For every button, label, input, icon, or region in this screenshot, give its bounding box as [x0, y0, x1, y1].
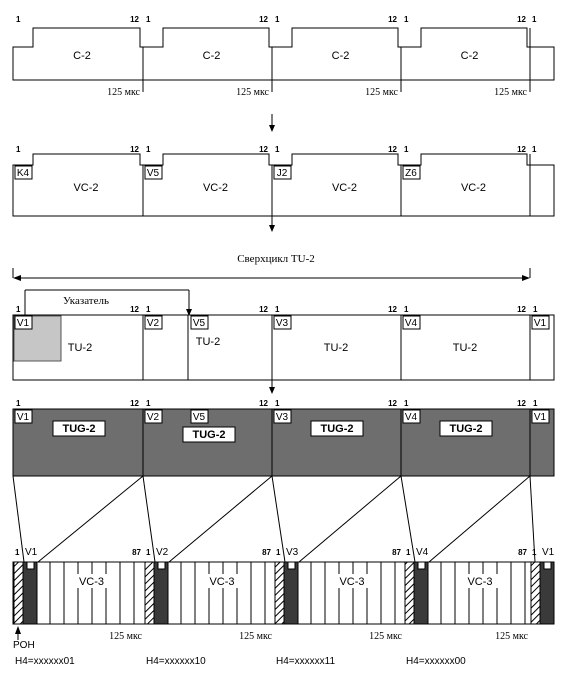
vc3-pointer-marker: [418, 562, 425, 569]
tug2-start-number: 1: [275, 399, 280, 408]
vc3-period-label: 125 мкс: [495, 631, 528, 642]
tug2-start-number: 1: [404, 399, 409, 408]
multiframe-label: Сверхцикл TU-2: [237, 253, 315, 265]
c2-end-number: 12: [130, 15, 139, 24]
tug2-label: TUG-2: [320, 423, 354, 435]
expansion-line: [38, 476, 143, 562]
tu2-pointer-v1: V1: [533, 318, 547, 329]
vc3-end-number: 87: [132, 548, 141, 557]
vc3-pointer-column: [284, 562, 298, 624]
tu2-pointer-v4: V4: [404, 318, 418, 329]
c2-start-number: 1: [404, 15, 409, 24]
tu2-end-number: 12: [388, 305, 397, 314]
tug2-start-number: 1: [533, 399, 538, 408]
c2-label: C-2: [331, 50, 350, 62]
vc2-label: VC-2: [202, 182, 229, 194]
vc3-end-number: 87: [518, 548, 527, 557]
c2-end-number: 12: [388, 15, 397, 24]
pointer-label: Указатель: [62, 295, 110, 307]
tu2-start-number: 1: [533, 305, 538, 314]
tug2-pointer-v4: V4: [404, 412, 418, 423]
vc3-end-number: 87: [392, 548, 401, 557]
tu2-start-number: 1: [404, 305, 409, 314]
c2-end-number: 12: [517, 15, 526, 24]
vc3-pointer-v3: V3: [286, 547, 299, 558]
vc2-overhead-k4: K4: [16, 168, 30, 179]
vc3-period-label: 125 мкс: [109, 631, 142, 642]
tug2-pointer-v1: V1: [16, 412, 30, 423]
vc3-pointer-v1: V1: [542, 547, 555, 558]
c2-end-number: 12: [259, 15, 268, 24]
down-arrow-2-head: [269, 225, 275, 232]
tu2-start-number: 1: [275, 305, 280, 314]
c2-start-number: 1: [146, 15, 151, 24]
c2-label: C-2: [73, 50, 91, 62]
vc3-pointer-marker: [27, 562, 34, 569]
tu2-pointer-v2: V2: [146, 318, 160, 329]
tug2-pointer-v2: V2: [146, 412, 160, 423]
vc2-start-number: 1: [275, 145, 280, 154]
vc3-poh-column: [531, 562, 540, 624]
down-arrow-1-head: [269, 125, 275, 132]
vc2-start-number: 1: [404, 145, 409, 154]
c2-period-label: 125 мкс: [236, 87, 269, 98]
vc2-overhead-j2: J2: [276, 168, 288, 179]
vc3-poh-column: [14, 562, 23, 624]
tu2-label: TU-2: [67, 342, 93, 354]
vc2-overhead-v5: V5: [146, 168, 160, 179]
vc2-start-number: 1: [532, 145, 537, 154]
vc3-period-label: 125 мкс: [239, 631, 272, 642]
tug2-label: TUG-2: [62, 423, 96, 435]
h4-value: H4=xxxxxx10: [146, 656, 206, 667]
vc3-label: VC-3: [467, 576, 493, 588]
expansion-line: [299, 476, 401, 562]
vc3-start-number: 1: [406, 548, 411, 557]
vc3-pointer-v2: V2: [156, 547, 169, 558]
tu2-label: TU-2: [195, 336, 221, 348]
tug2-v5-label: V5: [192, 412, 206, 423]
c2-period-label: 125 мкс: [107, 87, 140, 98]
h4-value: H4=xxxxxx01: [15, 656, 75, 667]
vc3-pointer-v4: V4: [416, 547, 429, 558]
vc3-label: VC-3: [209, 576, 235, 588]
tu2-label: TU-2: [452, 342, 478, 354]
vc2-label: VC-2: [331, 182, 358, 194]
tu2-start-number: 1: [16, 305, 21, 314]
h4-value: H4=xxxxxx11: [276, 656, 336, 667]
vc3-start-number: 1: [15, 548, 20, 557]
vc3-poh-column: [405, 562, 414, 624]
c2-start-number: 1: [16, 15, 21, 24]
vc2-start-number: 1: [16, 145, 21, 154]
vc3-pointer-marker: [288, 562, 295, 569]
vc3-start-number: 1: [532, 548, 537, 557]
vc3-label: VC-3: [78, 576, 105, 588]
c2-label: C-2: [460, 50, 479, 62]
vc3-start-number: 1: [276, 548, 281, 557]
vc2-end-number: 12: [388, 145, 397, 154]
c2-start-number: 1: [532, 15, 537, 24]
down-arrow-3-head: [269, 387, 275, 394]
c2-start-number: 1: [275, 15, 280, 24]
vc2-end-number: 12: [259, 145, 268, 154]
vc3-end-number: 87: [262, 548, 271, 557]
poh-label: POH: [13, 640, 35, 651]
tu2-end-number: 12: [259, 305, 268, 314]
vc3-poh-column: [145, 562, 154, 624]
tu2-v5-label: V5: [192, 318, 206, 329]
vc2-end-number: 12: [517, 145, 526, 154]
tu2-start-number: 1: [146, 305, 151, 314]
vc3-pointer-v1: V1: [25, 547, 38, 558]
poh-arrow-head: [15, 626, 21, 634]
tug2-end-number: 12: [388, 399, 397, 408]
vc2-end-number: 12: [130, 145, 139, 154]
vc3-pointer-marker: [544, 562, 551, 569]
tug2-label: TUG-2: [192, 429, 226, 441]
vc3-pointer-column: [414, 562, 428, 624]
tug2-pointer-v3: V3: [275, 412, 289, 423]
tu2-end-number: 12: [130, 305, 139, 314]
tug2-end-number: 12: [259, 399, 268, 408]
vc2-overhead-z6: Z6: [405, 168, 417, 179]
c2-label: C-2: [202, 50, 221, 62]
tug2-label: TUG-2: [449, 423, 483, 435]
h4-value: H4=xxxxxx00: [406, 656, 466, 667]
tug2-start-number: 1: [16, 399, 21, 408]
tu2-end-number: 12: [517, 305, 526, 314]
vc3-pointer-column: [23, 562, 37, 624]
tu2-label: TU-2: [323, 342, 349, 354]
vc3-period-label: 125 мкс: [369, 631, 402, 642]
c2-period-label: 125 мкс: [365, 87, 398, 98]
vc3-pointer-marker: [158, 562, 165, 569]
tug2-start-number: 1: [146, 399, 151, 408]
vc3-label: VC-3: [339, 576, 365, 588]
vc3-pointer-column: [540, 562, 554, 624]
tug2-end-number: 12: [130, 399, 139, 408]
vc3-pointer-column: [154, 562, 168, 624]
vc2-start-number: 1: [146, 145, 151, 154]
tu2-pointer-v3: V3: [275, 318, 289, 329]
c2-period-label: 125 мкс: [494, 87, 527, 98]
vc2-label: VC-2: [73, 182, 99, 194]
multiframe-arrow-left: [13, 275, 21, 281]
multiframe-arrow-right: [522, 275, 530, 281]
vc3-start-number: 1: [146, 548, 151, 557]
tug2-end-number: 12: [517, 399, 526, 408]
expansion-line: [429, 476, 530, 562]
vc3-poh-column: [275, 562, 284, 624]
expansion-line: [169, 476, 272, 562]
tu2-pointer-v1: V1: [16, 318, 30, 329]
vc2-label: VC-2: [460, 182, 487, 194]
tug2-pointer-v1: V1: [533, 412, 547, 423]
